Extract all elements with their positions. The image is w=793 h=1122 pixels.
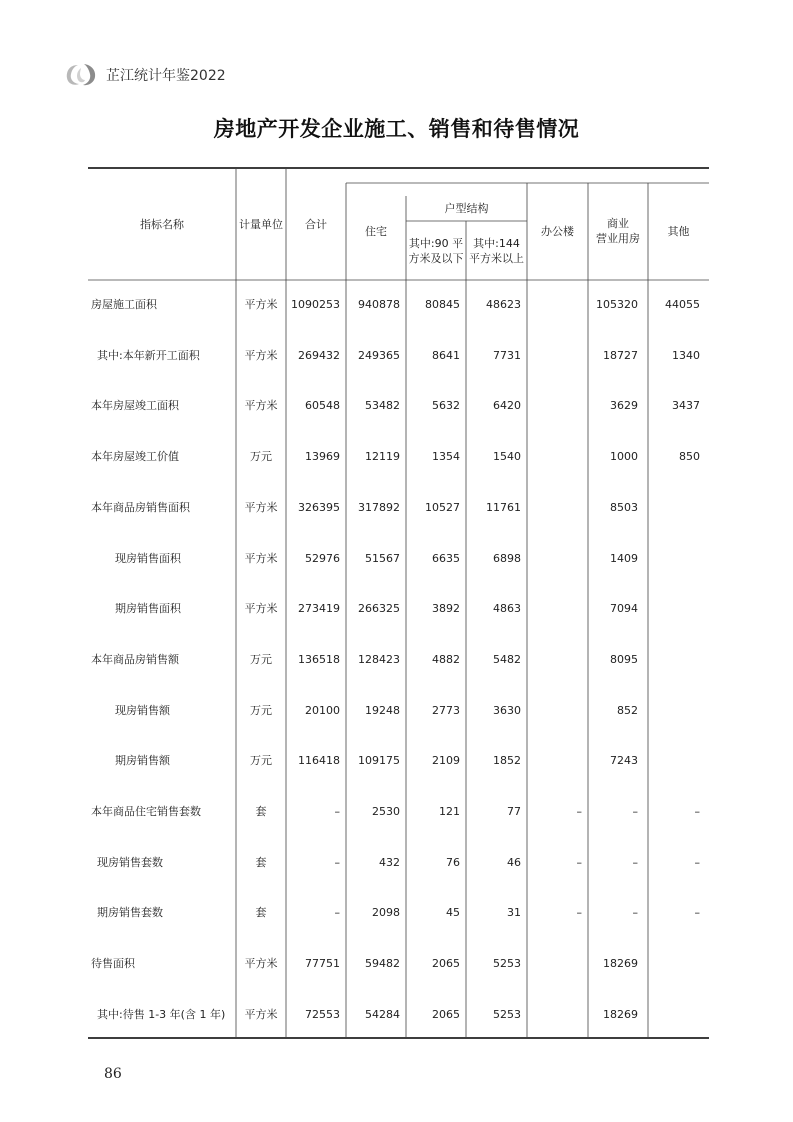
row-9-under90: 2773	[432, 704, 460, 717]
row-2-over144: 7731	[493, 349, 521, 362]
row-7-indicator: 期房销售面积	[115, 602, 181, 615]
row-3-total: 60548	[305, 399, 340, 412]
row-14-indicator: 待售面积	[91, 957, 135, 970]
row-5-under90: 10527	[425, 501, 460, 514]
row-7-unit: 平方米	[244, 602, 278, 615]
row-15-indicator: 其中:待售 1-3 年(含 1 年)	[97, 1008, 226, 1021]
row-10-total: 116418	[298, 754, 340, 767]
row-7-commercial: 7094	[610, 602, 638, 615]
row-8-under90: 4882	[432, 653, 460, 666]
row-8-commercial: 8095	[610, 653, 638, 666]
row-14-residential: 59482	[365, 957, 400, 970]
row-3-residential: 53482	[365, 399, 400, 412]
row-1-residential: 940878	[358, 298, 400, 311]
row-15-under90: 2065	[432, 1008, 460, 1021]
row-12-residential: 432	[379, 856, 400, 869]
header-under90-line1: 其中:90 平	[408, 237, 464, 250]
row-9-unit: 万元	[250, 704, 272, 717]
row-3-under90: 5632	[432, 399, 460, 412]
row-10-under90: 2109	[432, 754, 460, 767]
row-14-total: 77751	[305, 957, 340, 970]
row-8-indicator: 本年商品房销售额	[91, 653, 179, 666]
row-13-under90: 45	[446, 906, 460, 919]
row-13-commercial: –	[632, 906, 638, 919]
row-6-unit: 平方米	[244, 552, 278, 565]
row-3-unit: 平方米	[244, 399, 278, 412]
row-3-commercial: 3629	[610, 399, 638, 412]
row-14-unit: 平方米	[244, 957, 278, 970]
row-5-over144: 11761	[486, 501, 521, 514]
row-10-indicator: 期房销售额	[115, 754, 170, 767]
row-1-unit: 平方米	[244, 298, 278, 311]
row-7-residential: 266325	[358, 602, 400, 615]
row-12-commercial: –	[632, 856, 638, 869]
row-2-under90: 8641	[432, 349, 460, 362]
row-4-other: 850	[679, 450, 700, 463]
row-12-over144: 46	[507, 856, 521, 869]
row-15-commercial: 18269	[603, 1008, 638, 1021]
header-under90	[406, 236, 466, 266]
row-6-indicator: 现房销售面积	[115, 552, 181, 565]
row-12-total: –	[334, 856, 340, 869]
row-10-unit: 万元	[250, 754, 272, 767]
row-4-under90: 1354	[432, 450, 460, 463]
row-1-indicator: 房屋施工面积	[91, 298, 157, 311]
row-12-other: –	[694, 856, 700, 869]
row-10-commercial: 7243	[610, 754, 638, 767]
page-number: 86	[104, 1066, 122, 1082]
row-11-unit: 套	[255, 805, 267, 818]
row-6-residential: 51567	[365, 552, 400, 565]
row-11-over144: 77	[507, 805, 521, 818]
row-2-other: 1340	[672, 349, 700, 362]
row-15-over144: 5253	[493, 1008, 521, 1021]
yearbook-title: 芷江统计年鉴2022	[106, 68, 226, 84]
row-10-residential: 109175	[358, 754, 400, 767]
row-12-office: –	[576, 856, 582, 869]
row-15-residential: 54284	[365, 1008, 400, 1021]
row-11-residential: 2530	[372, 805, 400, 818]
row-6-total: 52976	[305, 552, 340, 565]
row-4-commercial: 1000	[610, 450, 638, 463]
row-11-under90: 121	[439, 805, 460, 818]
row-4-unit: 万元	[250, 450, 272, 463]
header-over144	[466, 236, 527, 266]
row-7-over144: 4863	[493, 602, 521, 615]
row-11-other: –	[694, 805, 700, 818]
row-4-residential: 12119	[365, 450, 400, 463]
row-13-indicator: 期房销售套数	[97, 906, 163, 919]
row-9-residential: 19248	[365, 704, 400, 717]
row-15-unit: 平方米	[244, 1008, 278, 1021]
row-10-over144: 1852	[493, 754, 521, 767]
row-2-unit: 平方米	[244, 349, 278, 362]
row-6-under90: 6635	[432, 552, 460, 565]
row-5-commercial: 8503	[610, 501, 638, 514]
row-1-over144: 48623	[486, 298, 521, 311]
row-3-other: 3437	[672, 399, 700, 412]
row-15-total: 72553	[305, 1008, 340, 1021]
row-2-indicator: 其中:本年新开工面积	[97, 349, 200, 362]
row-2-commercial: 18727	[603, 349, 638, 362]
row-8-residential: 128423	[358, 653, 400, 666]
header-residential: 住宅	[365, 225, 387, 238]
row-13-residential: 2098	[372, 906, 400, 919]
header-office: 办公楼	[541, 225, 574, 238]
row-11-indicator: 本年商品住宅销售套数	[91, 805, 201, 818]
row-14-over144: 5253	[493, 957, 521, 970]
row-12-under90: 76	[446, 856, 460, 869]
row-9-total: 20100	[305, 704, 340, 717]
row-2-total: 269432	[298, 349, 340, 362]
row-6-commercial: 1409	[610, 552, 638, 565]
row-13-over144: 31	[507, 906, 521, 919]
header-other: 其他	[667, 225, 690, 238]
row-9-indicator: 现房销售额	[115, 704, 170, 717]
header-unit: 计量单位	[239, 218, 283, 231]
row-14-under90: 2065	[432, 957, 460, 970]
row-8-unit: 万元	[250, 653, 272, 666]
row-4-over144: 1540	[493, 450, 521, 463]
header-total: 合计	[305, 218, 327, 231]
row-1-under90: 80845	[425, 298, 460, 311]
row-11-commercial: –	[632, 805, 638, 818]
row-5-indicator: 本年商品房销售面积	[91, 501, 190, 514]
row-1-other: 44055	[665, 298, 700, 311]
row-2-residential: 249365	[358, 349, 400, 362]
header-over144-line1: 其中:144	[473, 237, 520, 250]
header-commercial	[588, 216, 648, 246]
row-13-other: –	[694, 906, 700, 919]
header-house-type: 户型结构	[444, 202, 489, 215]
row-8-over144: 5482	[493, 653, 521, 666]
header-over144-line2: 平方米以上	[469, 252, 524, 265]
row-13-total: –	[334, 906, 340, 919]
row-8-total: 136518	[298, 653, 340, 666]
row-3-indicator: 本年房屋竣工面积	[91, 399, 179, 412]
header-commercial-line2: 营业用房	[596, 232, 640, 245]
row-1-commercial: 105320	[596, 298, 638, 311]
header-under90-line2: 方米及以下	[408, 252, 464, 265]
row-6-over144: 6898	[493, 552, 521, 565]
row-12-indicator: 现房销售套数	[97, 856, 163, 869]
row-5-unit: 平方米	[244, 501, 278, 514]
row-5-total: 326395	[298, 501, 340, 514]
table-title: 房地产开发企业施工、销售和待售情况	[213, 116, 580, 141]
row-7-total: 273419	[298, 602, 340, 615]
row-4-indicator: 本年房屋竣工价值	[91, 450, 179, 463]
row-7-under90: 3892	[432, 602, 460, 615]
header-indicator: 指标名称	[140, 218, 184, 231]
row-11-total: –	[334, 805, 340, 818]
row-11-office: –	[576, 805, 582, 818]
row-12-unit: 套	[255, 856, 267, 869]
row-5-residential: 317892	[358, 501, 400, 514]
row-13-unit: 套	[255, 906, 267, 919]
row-3-over144: 6420	[493, 399, 521, 412]
row-13-office: –	[576, 906, 582, 919]
row-1-total: 1090253	[291, 298, 340, 311]
row-9-over144: 3630	[493, 704, 521, 717]
row-9-commercial: 852	[617, 704, 638, 717]
row-14-commercial: 18269	[603, 957, 638, 970]
row-4-total: 13969	[305, 450, 340, 463]
header-commercial-line1: 商业	[607, 217, 629, 230]
